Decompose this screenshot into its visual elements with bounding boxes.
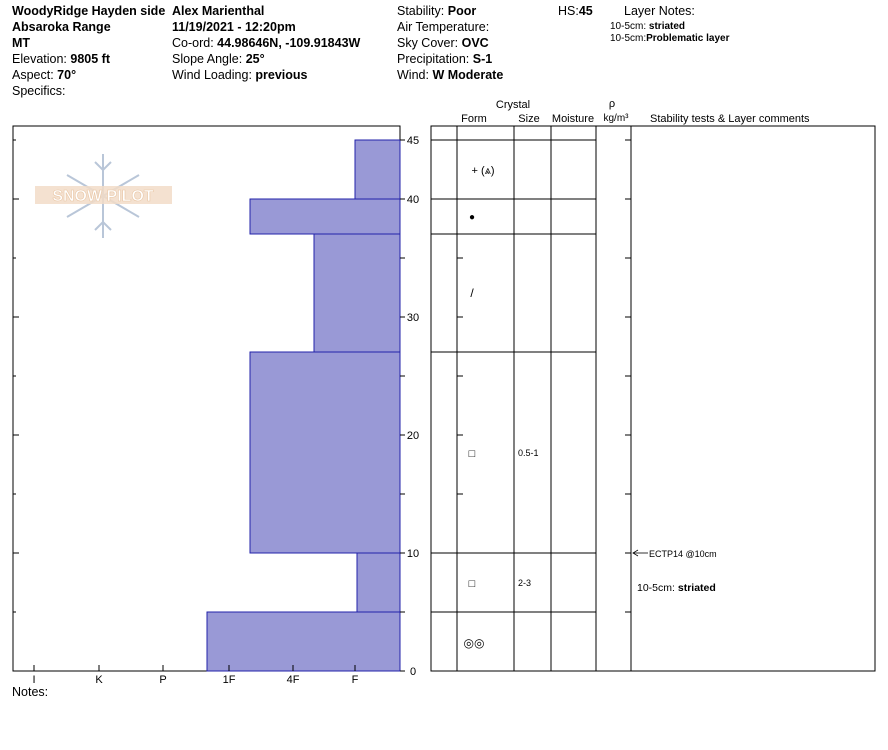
- notes-label: Notes:: [12, 685, 49, 699]
- row-5-size: 2-3: [518, 578, 532, 588]
- slope-angle: Slope Angle: 25°: [172, 52, 265, 66]
- left-ticks: [13, 140, 19, 671]
- row-3-form: /: [470, 286, 474, 300]
- depth-tick-label: 30: [406, 312, 420, 324]
- layer-note-1: 10-5cm: striated: [610, 21, 686, 32]
- hardness-layer-2: [357, 553, 400, 612]
- crystal-header: Crystal: [495, 99, 531, 111]
- row-5-form: □: [468, 578, 476, 590]
- observer: Alex Marienthal: [172, 4, 265, 18]
- layer-note-2: 10-5cm:Problematic layer: [610, 33, 730, 44]
- hs: HS:45: [558, 4, 593, 18]
- coordinates: Co-ord: 44.98646N, -109.91843W: [172, 36, 361, 50]
- depth-tick-label: 20: [406, 430, 420, 442]
- precipitation: Precipitation: S-1: [397, 52, 493, 66]
- datetime: 11/19/2021 - 12:20pm: [172, 20, 296, 34]
- comments-header: Stability tests & Layer comments: [650, 113, 810, 125]
- depth-tick-label: 45: [406, 135, 420, 147]
- hardness-label: 1F: [222, 674, 236, 686]
- row-4-size: 0.5-1: [518, 448, 539, 458]
- stability: Stability: Poor: [397, 4, 477, 18]
- row-1-form: + (⩓): [471, 165, 495, 177]
- hardness-label: K: [95, 674, 103, 686]
- moisture-header: Moisture: [551, 113, 595, 125]
- hardness-layers: [207, 140, 400, 671]
- depth-axis: [400, 135, 419, 678]
- size-header: Size: [518, 113, 540, 125]
- wind-loading: Wind Loading: previous: [172, 68, 308, 82]
- row-comment: 10-5cm: striated: [637, 582, 716, 594]
- watermark-text: SNOW PILOT: [52, 188, 154, 205]
- depth-tick-label: 0: [409, 666, 417, 678]
- hardness-layer-1: [207, 612, 400, 671]
- sky-cover: Sky Cover: OVC: [397, 36, 489, 50]
- depth-tick-label: 40: [406, 194, 420, 206]
- hardness-label: P: [159, 674, 167, 686]
- density-unit: kg/m³: [603, 113, 629, 124]
- hardness-layer-5: [250, 199, 400, 234]
- location: WoodyRidge Hayden side: [12, 4, 166, 18]
- wind: Wind: W Moderate: [397, 68, 504, 82]
- range: Absaroka Range: [12, 20, 111, 34]
- depth-tick-label: 10: [406, 548, 420, 560]
- row-4-form: □: [468, 448, 476, 460]
- hardness-label: 4F: [286, 674, 300, 686]
- hardness-layer-3: [250, 352, 400, 553]
- row-2-form: ●: [468, 212, 476, 223]
- layer-notes-label: Layer Notes:: [624, 4, 695, 18]
- hardness-label: I: [32, 674, 36, 686]
- air-temperature: Air Temperature:: [397, 20, 490, 34]
- specifics: Specifics:: [12, 84, 66, 98]
- snowpilot-watermark: [35, 154, 172, 238]
- hardness-label: F: [351, 674, 359, 686]
- hardness-layer-6: [355, 140, 400, 199]
- hardness-layer-4: [314, 234, 400, 352]
- row-6-form: ◎◎: [463, 636, 485, 650]
- elevation: Elevation: 9805 ft: [12, 52, 110, 66]
- aspect: Aspect: 70°: [12, 68, 77, 82]
- stability-test-label: ECTP14 @10cm: [649, 549, 717, 559]
- form-header: Form: [461, 113, 487, 125]
- density-symbol: ρ: [608, 98, 616, 110]
- state: MT: [12, 36, 31, 50]
